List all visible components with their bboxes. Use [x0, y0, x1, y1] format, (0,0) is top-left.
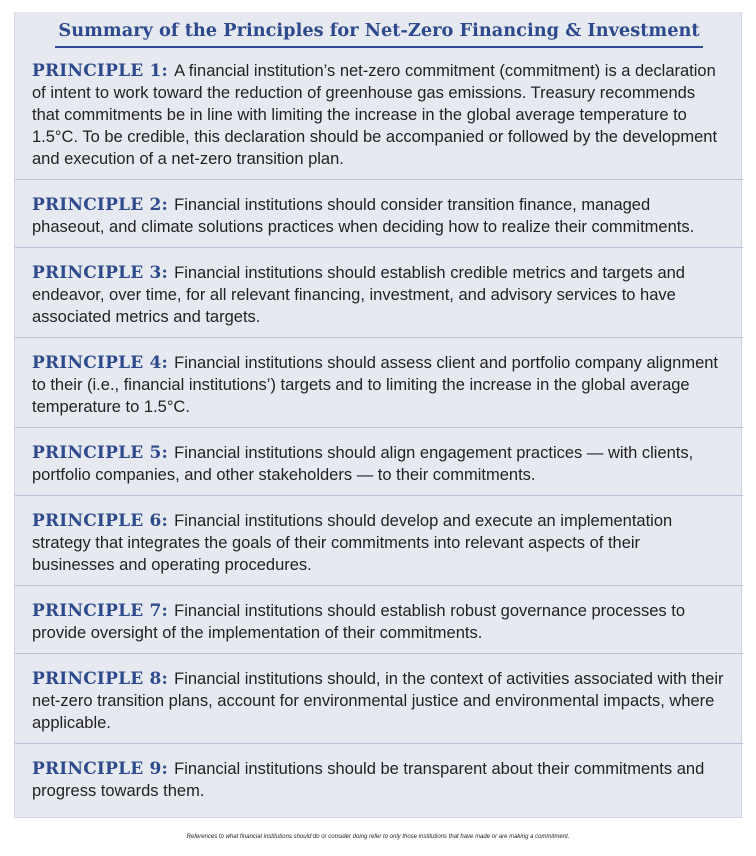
principle-5-text: Financial institutions should align engagement practices — with clients, portfolio companies, and other stakeholders — to their commitments.: [32, 444, 694, 484]
divider: [15, 653, 743, 654]
principle-8-label: PRINCIPLE 8:: [32, 669, 175, 689]
principle-2: [15, 194, 743, 238]
divider: [15, 495, 743, 496]
principle-4-label: PRINCIPLE 4:: [32, 353, 175, 373]
principle-2-label: PRINCIPLE 2:: [32, 195, 175, 215]
divider: [15, 247, 743, 248]
principle-7-label: PRINCIPLE 7:: [32, 601, 175, 621]
divider: [15, 337, 743, 338]
principle-1-label: PRINCIPLE 1:: [32, 61, 175, 81]
page-title: Summary of the Principles for Net-Zero Financing & Investment: [58, 20, 700, 41]
divider: [15, 427, 743, 428]
principle-9-text: Financial institutions should be transparent about their commitments and progress towards them.: [32, 760, 705, 800]
divider: [15, 179, 743, 180]
divider: [15, 585, 743, 586]
principle-3: [15, 262, 743, 328]
principle-9: [15, 758, 743, 802]
principle-4-text: Financial institutions should assess client and portfolio company alignment to their (i.e., financial institutions’) targets and to limiting the increase in the global average temperature to 1.5°C.: [32, 354, 719, 416]
principle-9-label: PRINCIPLE 9:: [32, 759, 175, 779]
principle-6-text: Financial institutions should develop and execute an implementation strategy that integrates the goals of their commitments into relevant aspects of their businesses and operating procedures.: [32, 512, 673, 574]
title-underline: [55, 46, 703, 48]
divider: [15, 743, 743, 744]
principle-1-text: A financial institution’s net-zero commitment (commitment) is a declaration of intent to work toward the reduction of greenhouse gas emissions. Treasury recommends that commitments be in line with limiting the increase in the global average temperature to 1.5°C. To be credible, this declaration should be accompanied or followed by the development and execution of a net-zero transition plan.: [32, 62, 718, 168]
principle-7: [15, 600, 743, 644]
principles-panel: [14, 12, 742, 818]
footnote: References to what financial institutions should do or consider doing refer to only those institutions that have made or are making a commitment.: [186, 834, 570, 840]
principle-3-text: Financial institutions should establish credible metrics and targets and endeavor, over time, for all relevant financing, investment, and advisory services to have associated metrics and targets.: [32, 264, 685, 326]
principle-1: [15, 60, 743, 170]
principle-4: [15, 352, 743, 418]
principle-8-text: Financial institutions should, in the context of activities associated with their net-zero transition plans, account for environmental justice and environmental impacts, where applicable.: [32, 670, 724, 732]
principle-6-label: PRINCIPLE 6:: [32, 511, 175, 531]
principle-2-text: Financial institutions should consider transition finance, managed phaseout, and climate solutions practices when deciding how to realize their commitments.: [32, 196, 695, 236]
principle-7-text: Financial institutions should establish robust governance processes to provide oversight of the implementation of their commitments.: [32, 602, 685, 642]
principle-3-label: PRINCIPLE 3:: [32, 263, 175, 283]
principle-6: [15, 510, 743, 576]
principle-8: [15, 668, 743, 734]
principle-5-label: PRINCIPLE 5:: [32, 443, 175, 463]
principle-5: [15, 442, 743, 486]
